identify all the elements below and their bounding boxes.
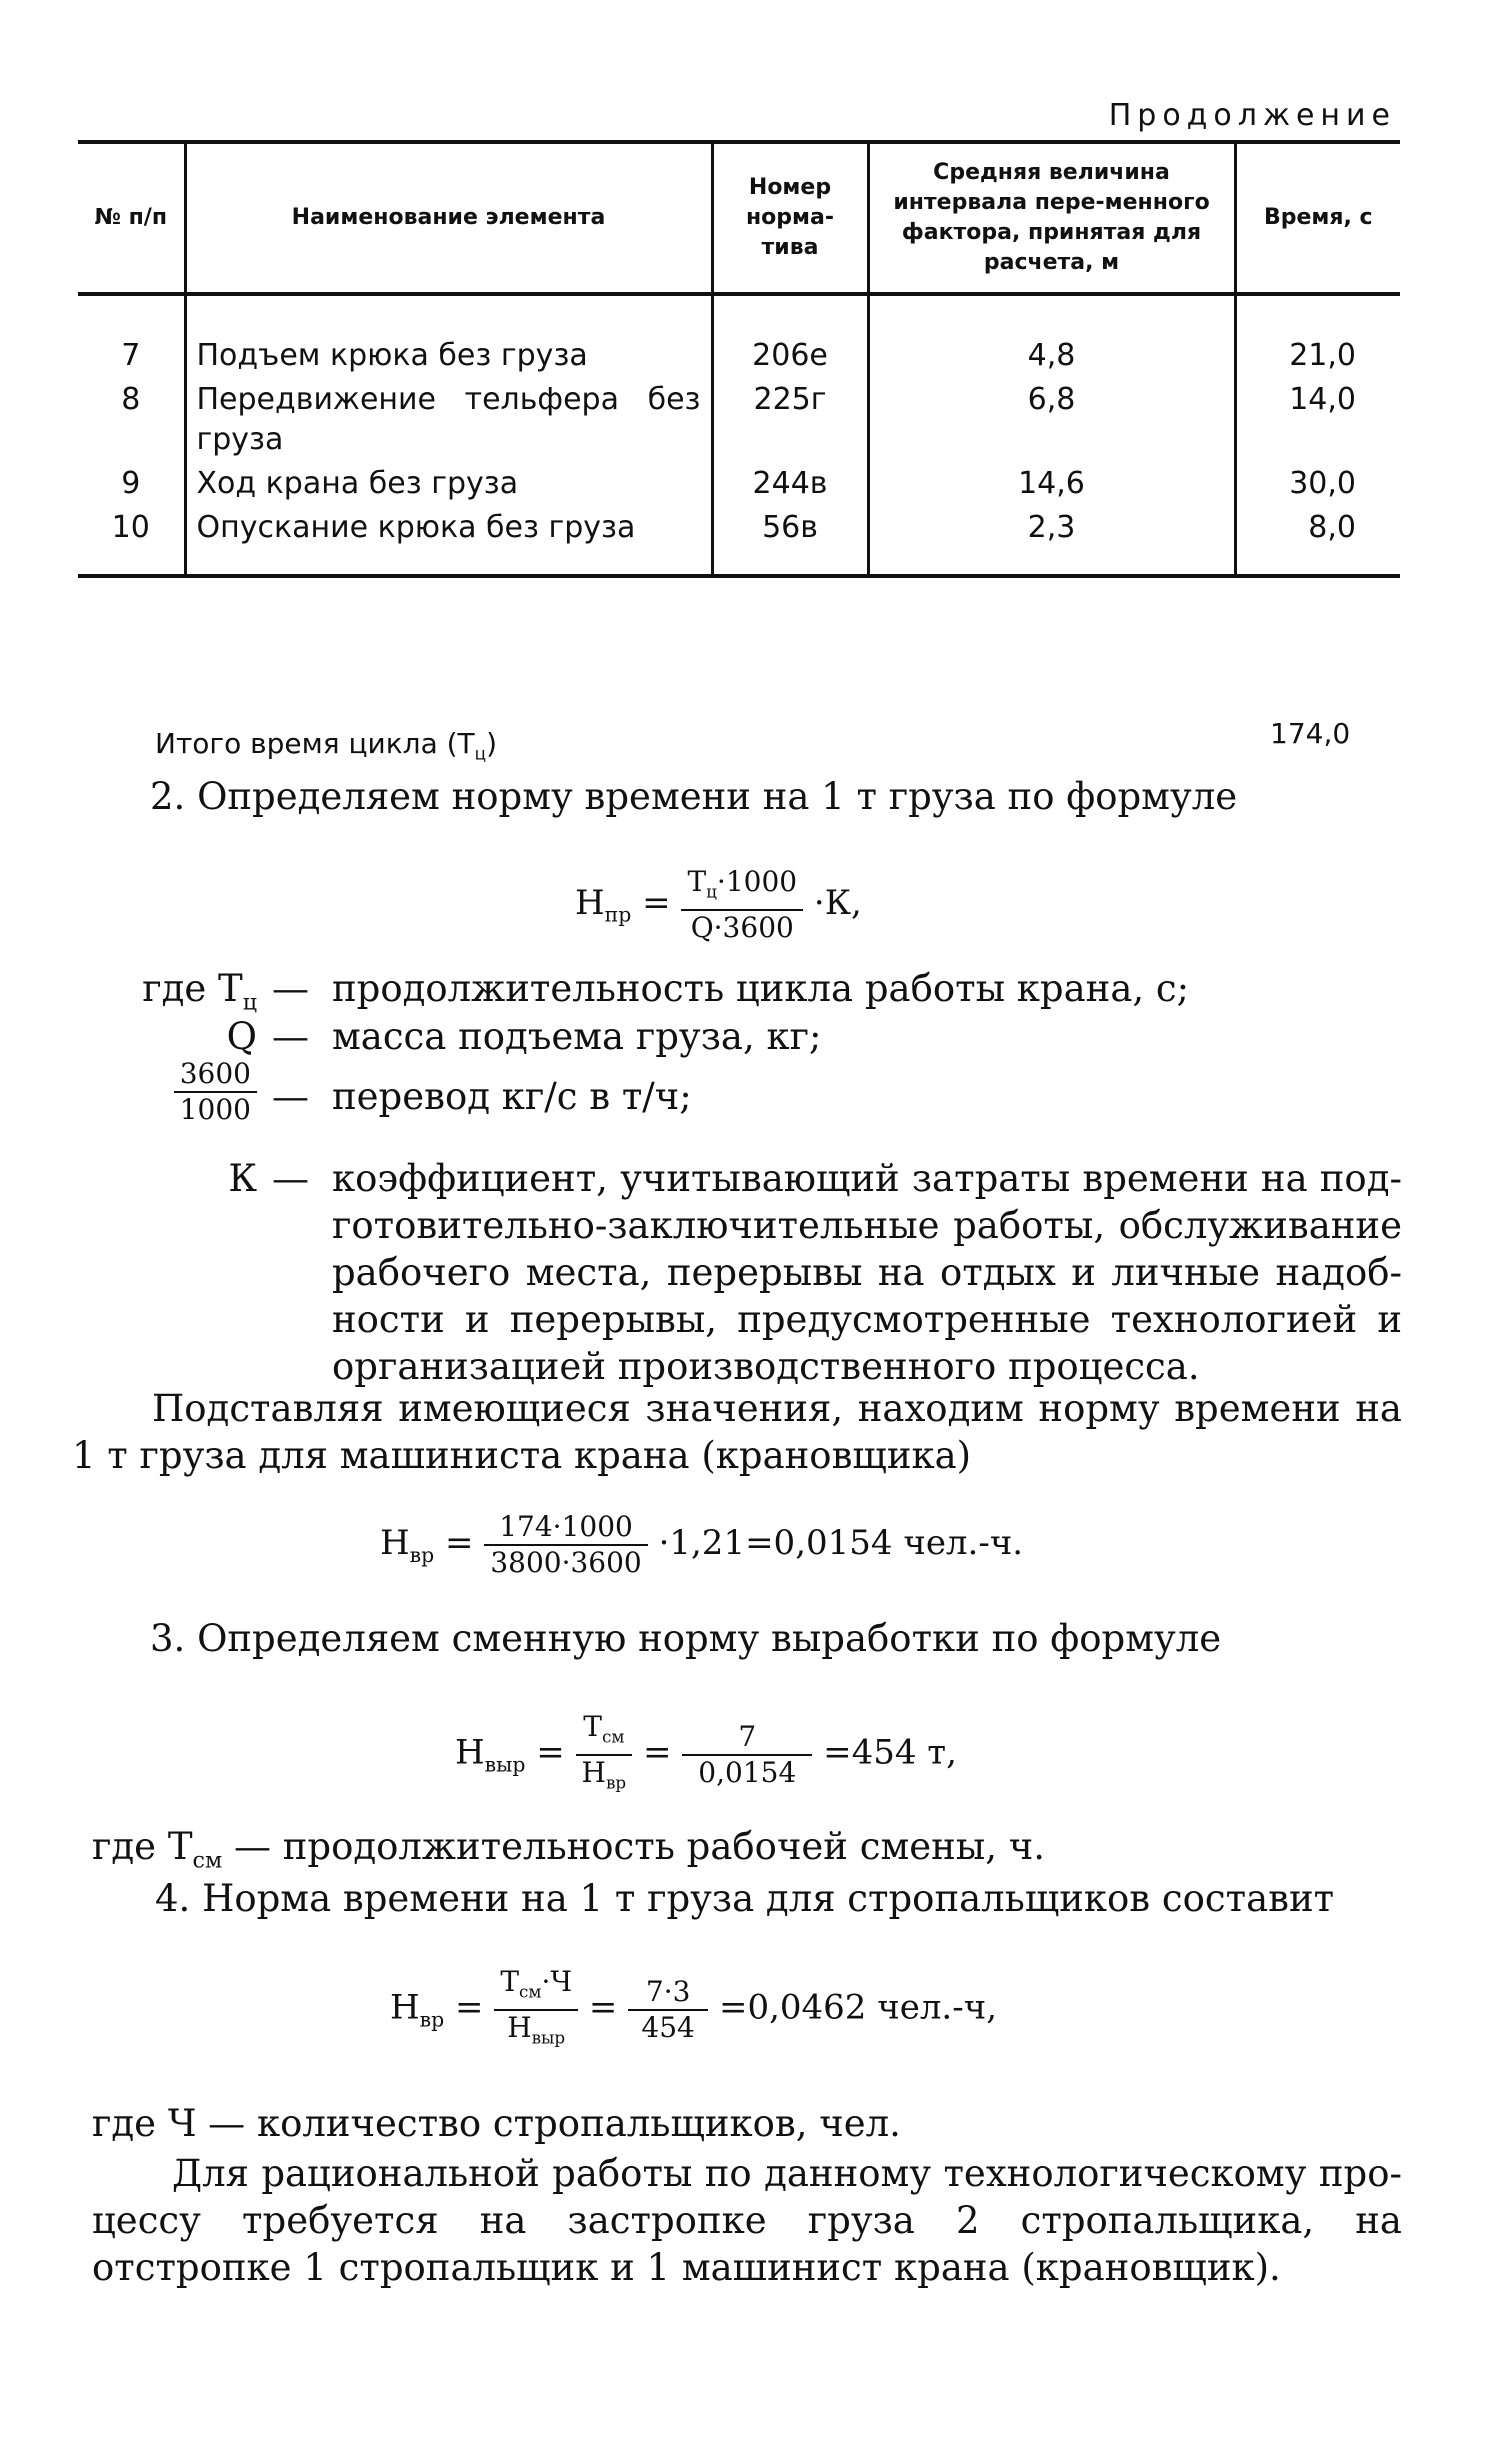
norms-table [78, 140, 1400, 578]
cell-num: 7 [121, 338, 141, 373]
cell-time: 8,0 [1235, 506, 1400, 576]
step-2-heading: 2. Определяем норму времени на 1 т груза по формуле [150, 775, 1238, 818]
paragraph-substitution: Подставляя имеющиеся значения, находим норму времени на 1 т груза для машиниста крана (крановщика) [72, 1387, 1402, 1477]
cell-interval: 4,8 [868, 294, 1235, 378]
table-row [78, 378, 1400, 462]
header-interval: Средняя величина интервала пере-менного фактора, принятая для расчета, м [868, 142, 1235, 294]
cell-interval: 6,8 [868, 378, 1235, 462]
cell-name: Подъем крюка без груза [185, 294, 712, 378]
cell-name: Передвижение тельфера без груза [185, 378, 712, 462]
cell-time: 21,0 [1235, 294, 1400, 378]
step-3-heading: 3. Определяем сменную норму выработки по формуле [150, 1617, 1222, 1660]
cell-name: Ход крана без груза [185, 462, 712, 506]
definition-cycle-time: где $Т_ц$ — продолжительность цикла работы крана, с; [142, 967, 1190, 1016]
table-header-row [78, 142, 1400, 294]
cell-norm: 56в [712, 506, 868, 576]
definition-conversion: $\frac{3600}{1000}$ — перевод кг/с в т/ч; [72, 1063, 1402, 1143]
cell-norm: 244в [712, 462, 868, 506]
header-num: № п/п [78, 142, 185, 294]
table-row [78, 294, 1400, 378]
cell-norm: 206е [712, 294, 868, 378]
step-4-heading: 4. Норма времени на 1 т груза для стропальщиков составит [155, 1877, 1335, 1920]
continuation-label: Продолжение [1108, 98, 1396, 133]
table-row [78, 506, 1400, 576]
formula-norm-time: $Н_{пр}$ = $\frac{Т_ц\cdot 1000}{Q\cdot 3600}$ ·К, [575, 865, 862, 944]
cell-norm: 225г [712, 378, 868, 462]
definition-mass: Q — масса подъема груза, кг; [226, 1015, 822, 1058]
header-norm: Номер норма-тива [712, 142, 868, 294]
formula-crane-operator: $Н_{вр}$ = $\frac{174\cdot 1000}{3800\cdot 3600}$ ·1,21=0,0154 чел.-ч. [380, 1510, 1024, 1579]
table-row [78, 462, 1400, 506]
cell-num: 8 [121, 382, 141, 417]
cell-time: 14,0 [1235, 378, 1400, 462]
cell-num: 10 [78, 506, 185, 576]
formula-slingers: $Н_{вр}$ = $\frac{Т_{см}\cdot Ч}{Н_{выр}}$ = $\frac{7\cdot 3}{454}$ =0,0462 чел.-ч, [390, 1965, 997, 2048]
cell-time: 30,0 [1235, 462, 1400, 506]
total-value: 174,0 [1270, 717, 1351, 750]
header-time: Время, с [1235, 142, 1400, 294]
cell-interval: 14,6 [868, 462, 1235, 506]
cell-interval: 2,3 [868, 506, 1235, 576]
cell-num: 9 [121, 466, 141, 501]
cell-name: Опускание крюка без груза [185, 506, 712, 576]
paragraph-conclusion: Для рациональной работы по данному технологическому про-цессу требуется на застропке груза 2 стропальщика, на отстропке 1 стропальщик и 1 машинист крана (крановщик). [92, 2152, 1402, 2289]
header-name: Наименование элемента [185, 142, 712, 294]
definition-slingers-count: где Ч — количество стропальщиков, чел. [92, 2102, 901, 2145]
total-label: Итого время цикла $(Т_ц)$ [155, 727, 498, 764]
definition-coefficient: К — коэффициент, учитывающий затраты времени на под-готовительно-заключительные работы, обслуживание рабочего места, перерывы на отдых и личные надоб-ности и перерывы, предусмотренные технологией и организацией производственного процесса. [228, 1157, 1402, 1388]
definition-shift-time: где $Т_{см}$ — продолжительность рабочей смены, ч. [92, 1825, 1045, 1874]
formula-output-norm: $Н_{выр}$ = $\frac{Т_{см}}{Н_{вр}}$ = $\frac{7}{0,0154}$ =454 т, [455, 1710, 957, 1793]
